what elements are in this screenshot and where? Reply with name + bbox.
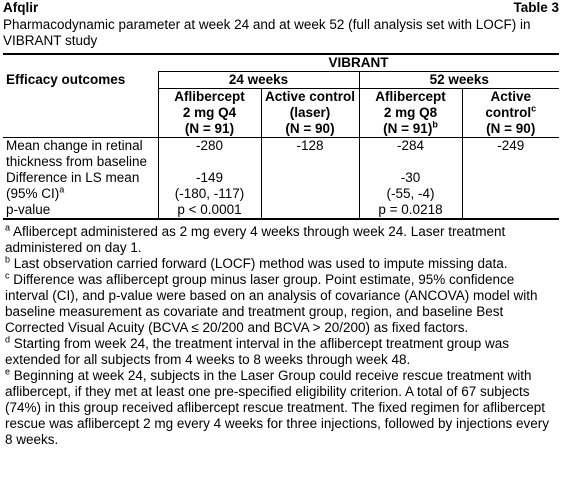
cell-value: -30 (-55, -4) xyxy=(359,170,462,202)
column-header: Aflibercept 2 mg Q4 (N = 91) xyxy=(158,89,261,138)
group-header-24-weeks: 24 weeks xyxy=(158,72,359,89)
cell-value xyxy=(462,202,559,219)
cell-value: p = 0.0218 xyxy=(359,202,462,219)
table-row xyxy=(3,170,559,202)
table-row xyxy=(3,202,559,219)
column-header: Aflibercept 2 mg Q8 (N = 91)$^b$ xyxy=(359,89,462,138)
header-row xyxy=(3,0,559,17)
document-page xyxy=(3,0,559,448)
footnote: $^d$ Starting from week 24, the treatment interval in the aflibercept treatment group was extended for all subjects from 4 weeks to 8 weeks through week 48. xyxy=(5,334,510,367)
cell-value: -128 xyxy=(261,138,359,171)
cell-value xyxy=(261,170,359,202)
cell-value xyxy=(261,202,359,219)
table-row xyxy=(3,138,559,171)
row-label: Mean change in retinal thickness from baseline xyxy=(6,138,148,169)
footnote: $^b$ Last observation carried forward (LOCF) method was used to impute missing data. xyxy=(5,254,508,271)
footnotes xyxy=(3,219,559,448)
study-header: VIBRANT xyxy=(158,54,559,72)
row-label: p-value xyxy=(3,202,158,219)
footnote: $^c$ Difference was aflibercept group minus laser group. Point estimate, 95% confidence interval (CI), and p-value were based on an analysis of covariance (ANCOVA) model with baseline measurement as covariate and treatment group, region, and baseline Best Corrected Visual Acuity (BCVA ≤ 20/200 and BCVA > 20/200) as fixed factors. xyxy=(5,270,538,335)
footnote-mark: c xyxy=(531,103,537,114)
footnote: $^e$ Beginning at week 24, subjects in the Laser Group could receive rescue treatment with aflibercept, if they met at least one pre-specified eligibility criterion. A total of 67 subjects (74%) in this group received aflibercept rescue treatment. The fixed regimen for aflibercept rescue was aflibercept 2 mg every 4 weeks for three injections, followed by injections every 8 weeks. xyxy=(5,366,550,447)
cell-value: -280 xyxy=(158,138,261,171)
brand-name: Afqlir xyxy=(3,0,39,15)
table-caption: Pharmacodynamic parameter at week 24 and at week 52 (full analysis set with LOCF) in VIBRANT study xyxy=(3,17,531,48)
footnote-mark: a xyxy=(59,184,65,195)
group-header-52-weeks: 52 weeks xyxy=(359,72,559,89)
cell-value: -284 xyxy=(359,138,462,171)
cell-value: p < 0.0001 xyxy=(158,202,261,219)
table-number: Table 3 xyxy=(513,0,559,15)
row-label-header: Efficacy outcomes xyxy=(6,71,126,87)
efficacy-table xyxy=(3,53,559,219)
row-label: Difference in LS mean (95% CI)$^a$ xyxy=(6,170,140,201)
cell-value: -249 xyxy=(462,138,559,171)
footnote: $^a$ Aflibercept administered as 2 mg every 4 weeks through week 24. Laser treatment administered on day 1. xyxy=(5,222,506,255)
column-header: Active control (laser) (N = 90) xyxy=(261,89,359,138)
cell-value: -149 (-180, -117) xyxy=(158,170,261,202)
column-header: Active control$^c$ (N = 90) xyxy=(462,89,559,138)
footnote-mark: b xyxy=(432,119,438,130)
cell-value xyxy=(462,170,559,202)
